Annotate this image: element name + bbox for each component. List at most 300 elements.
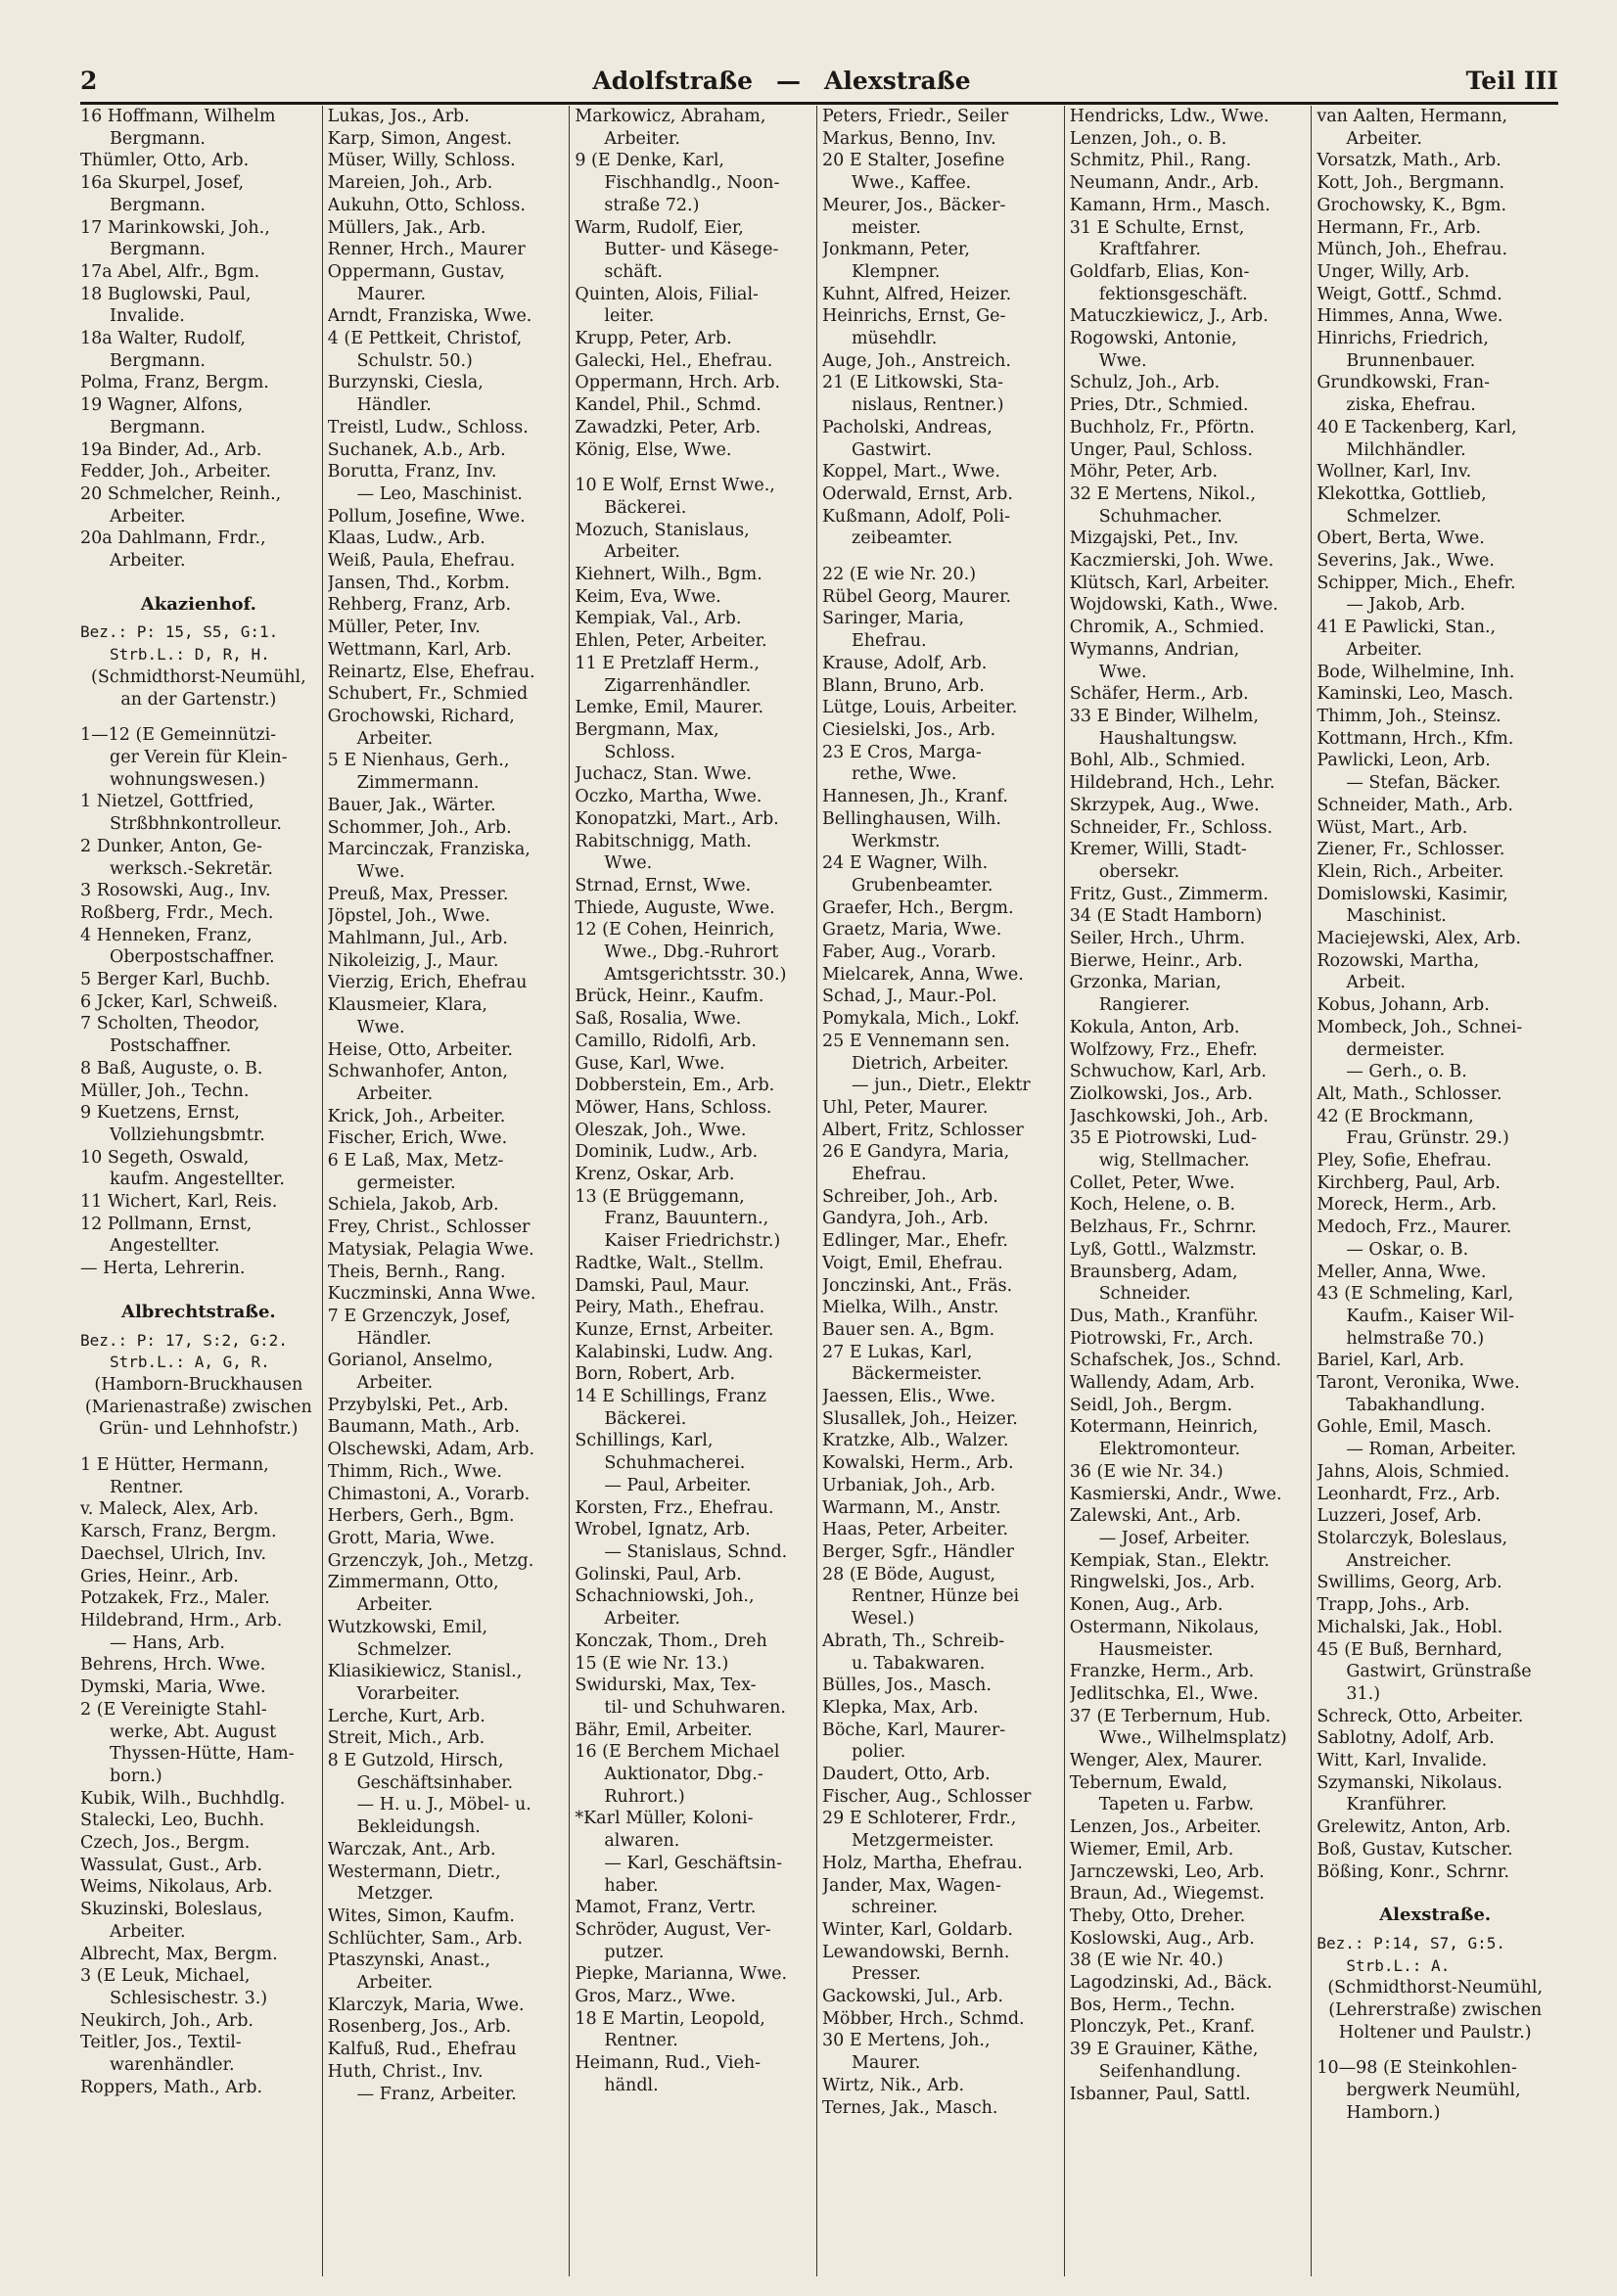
- directory-entry: Rübel Georg, Maurer.: [822, 586, 1012, 607]
- directory-entry: Schneider, Math., Arb.: [1317, 795, 1513, 815]
- directory-entry: König, Else, Wwe.: [575, 439, 732, 460]
- directory-entry: Schäfer, Herm., Arb.: [1069, 684, 1249, 705]
- directory-entry: Schneider.: [1098, 1284, 1191, 1305]
- directory-entry: 45 (E Buß, Bernhard,: [1317, 1639, 1502, 1660]
- directory-entry: Jahns, Alois, Schmied.: [1317, 1461, 1510, 1482]
- directory-entry: Neukirch, Joh., Arb.: [80, 2010, 254, 2031]
- directory-entry: 24 E Wagner, Wilh.: [822, 853, 989, 874]
- directory-entry: — H. u. J., Möbel- u.: [356, 1795, 531, 1815]
- directory-entry: Invalide.: [110, 306, 185, 327]
- directory-entry: Arbeiter.: [356, 1373, 434, 1394]
- directory-entry: Blann, Bruno, Arb.: [822, 675, 985, 696]
- directory-entry: Mareien, Joh., Arb.: [327, 173, 493, 194]
- directory-column: [569, 106, 816, 2276]
- directory-entry: Nikoleizig, J., Maur.: [327, 950, 499, 971]
- directory-entry: 19 Wagner, Alfons,: [80, 395, 244, 416]
- directory-entry: 33 E Binder, Wilhelm,: [1069, 706, 1259, 726]
- directory-entry: Oppermann, Gustav,: [327, 261, 505, 282]
- directory-entry: Koppel, Mart., Wwe.: [822, 462, 1000, 482]
- directory-entry: Klein, Rich., Arbeiter.: [1317, 861, 1504, 882]
- directory-entry: u. Tabakwaren.: [852, 1653, 986, 1674]
- directory-entry: Schipper, Mich., Ehefr.: [1317, 573, 1516, 593]
- directory-entry: — Gerh., o. B.: [1346, 1062, 1467, 1082]
- directory-entry: 7 E Grzenczyk, Josef,: [327, 1306, 511, 1326]
- directory-entry: Jonkmann, Peter,: [822, 240, 970, 260]
- directory-entry: Urbaniak, Joh., Arb.: [822, 1475, 996, 1495]
- directory-entry: haber.: [604, 1875, 659, 1896]
- directory-entry: helmstraße 70.): [1346, 1328, 1485, 1349]
- directory-entry: Warczak, Ant., Arb.: [327, 1839, 496, 1860]
- directory-entry: Bergmann.: [110, 128, 206, 149]
- directory-entry: bergwerk Neumühl,: [1346, 2081, 1521, 2101]
- directory-entry: Huth, Christ., Inv.: [327, 2061, 484, 2082]
- directory-entry: Jaessen, Elis., Wwe.: [822, 1387, 996, 1407]
- directory-entry: Händler.: [356, 395, 432, 416]
- directory-entry: Bos, Herm., Techn.: [1069, 1995, 1236, 2015]
- directory-entry: Piepke, Marianna, Wwe.: [575, 1964, 788, 1985]
- directory-entry: Grundkowski, Fran-: [1317, 373, 1490, 393]
- directory-entry: 3 Rosowski, Aug., Inv.: [80, 881, 271, 901]
- directory-entry: born.): [110, 1766, 162, 1786]
- directory-entry: 15 (E wie Nr. 13.): [575, 1653, 729, 1674]
- directory-entry: Czech, Jos., Bergm.: [80, 1833, 251, 1854]
- directory-entry: 27 E Lukas, Karl,: [822, 1342, 973, 1362]
- directory-entry: ger Verein für Klein-: [110, 747, 288, 767]
- directory-entry: Klempner.: [852, 261, 941, 282]
- directory-entry: 2 (E Vereinigte Stahl-: [80, 1699, 267, 1720]
- directory-entry: Haushaltungsw.: [1098, 728, 1238, 749]
- directory-entry: Chimastoni, A., Vorarb.: [327, 1484, 531, 1504]
- directory-entry: Wrobel, Ignatz, Arb.: [575, 1520, 751, 1540]
- directory-entry: Wollner, Karl, Inv.: [1317, 462, 1472, 482]
- directory-entry: Rogowski, Antonie,: [1069, 329, 1237, 349]
- directory-column: [1064, 106, 1312, 2276]
- directory-entry: 16 (E Berchem Michael: [575, 1742, 780, 1763]
- directory-entry: Peiry, Math., Ehefrau.: [575, 1298, 765, 1318]
- directory-entry: Vorsatzk, Math., Arb.: [1317, 151, 1502, 171]
- directory-entry: Belzhaus, Fr., Schrnr.: [1069, 1217, 1257, 1238]
- directory-entry: Arbeiter.: [110, 551, 186, 572]
- directory-entry: Seiler, Hrch., Uhrm.: [1069, 929, 1246, 949]
- directory-entry: Kobus, Johann, Arb.: [1317, 995, 1490, 1016]
- directory-entry: Moreck, Herm., Arb.: [1317, 1195, 1498, 1216]
- directory-entry: Wwe., Wilhelmsplatz): [1098, 1728, 1287, 1749]
- directory-entry: Voigt, Emil, Ehefrau.: [822, 1253, 1003, 1273]
- directory-entry: 6 E Laß, Max, Metz-: [327, 1151, 504, 1171]
- directory-entry: Warm, Rudolf, Eier,: [575, 217, 744, 238]
- directory-entry: straße 72.): [604, 195, 700, 215]
- directory-entry: Keim, Eva, Wwe.: [575, 586, 721, 607]
- directory-entry: Westermann, Dietr.,: [327, 1861, 501, 1882]
- directory-entry: 14 E Schillings, Franz: [575, 1387, 766, 1407]
- directory-entry: wohnungswesen.): [110, 769, 266, 790]
- spacer: [1317, 1883, 1553, 1897]
- directory-entry: 18 E Martin, Leopold,: [575, 2008, 765, 2029]
- directory-entry: Gandyra, Joh., Arb.: [822, 1209, 989, 1229]
- directory-entry: Bähr, Emil, Arbeiter.: [575, 1720, 753, 1740]
- directory-entry: 20 Schmelcher, Reinh.,: [80, 483, 282, 504]
- directory-column: [80, 106, 322, 2276]
- directory-entry: schreiner.: [852, 1898, 939, 1918]
- directory-entry: Himmes, Anna, Wwe.: [1317, 306, 1503, 327]
- directory-entry: Daudert, Otto, Arb.: [822, 1765, 991, 1785]
- directory-entry: Lagodzinski, Ad., Bäck.: [1069, 1973, 1272, 1994]
- directory-entry: Wassulat, Gust., Arb.: [80, 1855, 263, 1875]
- directory-entry: Albert, Fritz, Schlosser: [822, 1120, 1024, 1140]
- directory-entry: — Jakob, Arb.: [1346, 595, 1466, 616]
- directory-entry: Arbeiter.: [604, 542, 680, 563]
- directory-entry: Rentner.: [604, 2031, 678, 2051]
- directory-entry: Saß, Rosalia, Wwe.: [575, 1009, 742, 1030]
- directory-entry: *Karl Müller, Koloni-: [575, 1809, 754, 1829]
- directory-entry: Burzynski, Ciesla,: [327, 373, 484, 393]
- street-location: (Schmidthorst-Neumühl,: [1327, 1978, 1544, 1998]
- directory-entry: Przybylski, Pet., Arb.: [327, 1395, 509, 1415]
- directory-entry: 13 (E Brüggemann,: [575, 1186, 745, 1207]
- directory-entry: Gastwirt, Grünstraße: [1346, 1662, 1532, 1682]
- directory-entry: Bergmann.: [110, 240, 206, 260]
- directory-entry: Auktionator, Dbg.-: [604, 1765, 763, 1785]
- directory-entry: Schulz, Joh., Arb.: [1069, 373, 1221, 393]
- directory-entry: Skrzypek, Aug., Wwe.: [1069, 795, 1260, 815]
- directory-entry: Wwe.: [604, 853, 653, 874]
- directory-entry: Collet, Peter, Wwe.: [1069, 1172, 1235, 1193]
- directory-entry: Arbeiter.: [356, 728, 434, 749]
- directory-entry: Arbeit.: [1346, 973, 1407, 993]
- directory-entry: Schwuchow, Karl, Arb.: [1069, 1062, 1267, 1082]
- directory-entry: Wwe.: [1098, 662, 1147, 682]
- directory-entry: Wirtz, Nik., Arb.: [822, 2075, 965, 2095]
- directory-entry: Rozowski, Martha,: [1317, 950, 1480, 971]
- directory-entry: Dymski, Maria, Wwe.: [80, 1677, 266, 1698]
- directory-entry: 3 (E Leuk, Michael,: [80, 1966, 251, 1987]
- directory-entry: Guse, Karl, Wwe.: [575, 1053, 725, 1074]
- directory-entry: 12 Pollmann, Ernst,: [80, 1214, 253, 1234]
- directory-entry: 5 E Nienhaus, Gerh.,: [327, 751, 510, 771]
- directory-entry: Mizgajski, Pet., Inv.: [1069, 528, 1239, 549]
- street-info: Strb.L.: D, R, H.: [110, 645, 270, 665]
- directory-entry: Heise, Otto, Arbeiter.: [327, 1039, 513, 1060]
- directory-entry: Möbber, Hrch., Schmd.: [822, 2008, 1025, 2029]
- directory-entry: Matysiak, Pelagia Wwe.: [327, 1239, 534, 1260]
- header-rule: [80, 102, 1558, 105]
- directory-entry: Schloss.: [604, 742, 676, 762]
- directory-entry: Meller, Anna, Wwe.: [1317, 1262, 1487, 1282]
- directory-entry: polier.: [852, 1742, 906, 1763]
- directory-entry: Seifenhandlung.: [1098, 2061, 1241, 2082]
- directory-entry: Arbeiter.: [356, 1973, 434, 1994]
- directory-entry: Potzakek, Frz., Maler.: [80, 1588, 270, 1609]
- directory-entry: Hannesen, Jh., Kranf.: [822, 787, 1008, 807]
- directory-entry: v. Maleck, Alex, Arb.: [80, 1499, 259, 1520]
- directory-entry: obersekr.: [1098, 861, 1180, 882]
- directory-entry: Kempiak, Val., Arb.: [575, 609, 742, 629]
- directory-entry: Goldfarb, Elias, Kon-: [1069, 261, 1250, 282]
- directory-entry: — Stanislaus, Schnd.: [604, 1542, 788, 1562]
- directory-entry: 43 (E Schmeling, Karl,: [1317, 1284, 1514, 1305]
- directory-entry: Ostermann, Nikolaus,: [1069, 1617, 1260, 1637]
- directory-entry: Klütsch, Karl, Arbeiter.: [1069, 573, 1270, 593]
- directory-entry: van Aalten, Hermann,: [1317, 107, 1508, 126]
- directory-entry: Witt, Karl, Invalide.: [1317, 1751, 1488, 1771]
- directory-entry: Müller, Peter, Inv.: [327, 618, 481, 638]
- directory-entry: Koslowski, Aug., Arb.: [1069, 1928, 1255, 1949]
- directory-entry: Wwe., Dbg.-Ruhrort: [604, 942, 779, 963]
- directory-entry: Bergmann.: [110, 195, 206, 215]
- directory-entry: Oderwald, Ernst, Arb.: [822, 483, 1013, 504]
- directory-entry: Schneider, Fr., Schloss.: [1069, 817, 1273, 838]
- directory-entry: 22 (E wie Nr. 20.): [822, 565, 977, 585]
- directory-entry: Ziolkowski, Jos., Arb.: [1069, 1083, 1253, 1104]
- directory-entry: Kunze, Ernst, Arbeiter.: [575, 1319, 774, 1340]
- directory-entry: Jöpstel, Joh., Wwe.: [327, 906, 490, 927]
- directory-entry: Stolarczyk, Boleslaus,: [1317, 1529, 1508, 1548]
- directory-entry: Swidurski, Max, Tex-: [575, 1676, 757, 1696]
- directory-entry: 20 E Stalter, Josefine: [822, 151, 1005, 171]
- directory-entry: 1—12 (E Gemeinnützi-: [80, 725, 277, 746]
- directory-entry: Auge, Joh., Anstreich.: [822, 350, 1011, 371]
- directory-entry: Krupp, Peter, Arb.: [575, 329, 732, 349]
- spacer: [80, 1280, 317, 1294]
- directory-entry: Reinartz, Else, Ehefrau.: [327, 662, 535, 682]
- directory-entry: Gries, Heinr., Arb.: [80, 1566, 239, 1586]
- directory-entry: Kott, Joh., Bergmann.: [1317, 173, 1505, 194]
- directory-entry: Müser, Willy, Schloss.: [327, 151, 516, 171]
- directory-entry: Ziener, Fr., Schlosser.: [1317, 840, 1505, 860]
- directory-column: [816, 106, 1064, 2276]
- directory-entry: germeister.: [356, 1172, 456, 1193]
- directory-entry: Strnad, Ernst, Wwe.: [575, 875, 752, 895]
- directory-entry: Elektromonteur.: [1098, 1440, 1241, 1460]
- directory-entry: Arbeiter.: [356, 1083, 434, 1104]
- directory-entry: meister.: [852, 217, 921, 238]
- directory-entry: — Franz, Arbeiter.: [356, 2084, 517, 2104]
- directory-entry: 41 E Pawlicki, Stan.,: [1317, 618, 1497, 638]
- directory-entry: Ehefrau.: [852, 1165, 927, 1185]
- directory-entry: — Josef, Arbeiter.: [1098, 1529, 1251, 1548]
- directory-entry: 18 Buglowski, Paul,: [80, 284, 252, 304]
- directory-entry: 16 Hoffmann, Wilhelm: [80, 107, 276, 126]
- directory-entry: Streit, Mich., Arb.: [327, 1728, 485, 1749]
- directory-entry: Camillo, Ridolfi, Arb.: [575, 1031, 757, 1051]
- directory-entry: Maciejewski, Alex, Arb.: [1317, 929, 1521, 949]
- directory-entry: Strßbhnkontrolleur.: [110, 814, 282, 835]
- directory-entry: Graefer, Hch., Bergm.: [822, 897, 1014, 918]
- directory-entry: Brunnenbauer.: [1346, 350, 1476, 371]
- directory-entry: Wolfzowy, Frz., Ehefr.: [1069, 1039, 1258, 1060]
- directory-entry: händl.: [604, 2075, 659, 2095]
- directory-entry: 5 Berger Karl, Buchb.: [80, 970, 271, 990]
- directory-entry: Roppers, Math., Arb.: [80, 2077, 263, 2097]
- directory-entry: Mielcarek, Anna, Wwe.: [822, 964, 1024, 985]
- directory-entry: 39 E Grauiner, Käthe,: [1069, 2040, 1259, 2060]
- spacer: [80, 1441, 317, 1454]
- directory-entry: Kasmierski, Andr., Wwe.: [1069, 1484, 1282, 1504]
- directory-entry: Piotrowski, Fr., Arch.: [1069, 1328, 1254, 1349]
- directory-entry: Dus, Math., Kranführ.: [1069, 1306, 1259, 1326]
- street-location: (Lehrerstraße) zwischen: [1328, 2000, 1543, 2021]
- directory-entry: 10 E Wolf, Ernst Wwe.,: [575, 476, 775, 496]
- directory-entry: Lerche, Kurt, Arb.: [327, 1706, 485, 1726]
- directory-entry: 17a Abel, Alfr., Bgm.: [80, 261, 260, 282]
- directory-entry: Grott, Maria, Wwe.: [327, 1529, 495, 1548]
- street-location: (Schmidthorst-Neumühl,: [91, 666, 306, 687]
- directory-entry: Hendricks, Ldw., Wwe.: [1069, 107, 1270, 126]
- directory-entry: Bößing, Konr., Schrnr.: [1317, 1861, 1509, 1882]
- directory-entry: Krick, Joh., Arbeiter.: [327, 1106, 506, 1126]
- directory-entry: 7 Scholten, Theodor,: [80, 1014, 260, 1034]
- directory-entry: warenhändler.: [110, 2055, 235, 2076]
- directory-entry: Jonczinski, Ant., Fräs.: [822, 1275, 1013, 1296]
- directory-entry: Isbanner, Paul, Sattl.: [1069, 2084, 1251, 2104]
- directory-entry: Hausmeister.: [1098, 1639, 1214, 1660]
- directory-entry: Fischer, Erich, Wwe.: [327, 1128, 508, 1149]
- directory-entry: Gorianol, Anselmo,: [327, 1351, 493, 1371]
- directory-entry: Kalfuß, Rud., Ehefrau: [327, 2040, 517, 2060]
- directory-entry: Graetz, Maria, Wwe.: [822, 920, 1002, 941]
- directory-entry: Korsten, Frz., Ehefrau.: [575, 1497, 774, 1518]
- directory-entry: 18a Walter, Rudolf,: [80, 329, 246, 349]
- directory-entry: Daechsel, Ulrich, Inv.: [80, 1543, 267, 1564]
- directory-entry: schäft.: [604, 261, 663, 282]
- directory-entry: Metzgermeister.: [852, 1831, 994, 1852]
- directory-entry: Karp, Simon, Angest.: [327, 128, 513, 149]
- directory-entry: Bauer sen. A., Bgm.: [822, 1319, 995, 1340]
- directory-entry: 32 E Mertens, Nikol.,: [1069, 483, 1257, 504]
- directory-entry: putzer.: [604, 1942, 665, 1962]
- directory-entry: Bode, Wilhelmine, Inh.: [1317, 662, 1515, 682]
- directory-entry: Anstreicher.: [1346, 1550, 1453, 1571]
- directory-entry: 35 E Piotrowski, Lud-: [1069, 1128, 1257, 1149]
- directory-entry: 40 E Tackenberg, Karl,: [1317, 417, 1517, 437]
- directory-entry: Grzenczyk, Joh., Metzg.: [327, 1550, 534, 1571]
- directory-entry: Karsch, Franz, Bergm.: [80, 1522, 277, 1542]
- directory-entry: Mozuch, Stanislaus,: [575, 520, 750, 540]
- directory-entry: Severins, Jak., Wwe.: [1317, 551, 1495, 572]
- directory-entry: Pley, Sofie, Ehefrau.: [1317, 1151, 1492, 1171]
- street-info: Bez.: P: 17, S:2, G:2.: [80, 1330, 288, 1350]
- directory-entry: Vierzig, Erich, Ehefrau: [327, 973, 528, 993]
- directory-entry: Kranführer.: [1346, 1795, 1448, 1815]
- directory-entry: Lewandowski, Bernh.: [822, 1942, 1010, 1962]
- directory-entry: rethe, Wwe.: [852, 764, 957, 785]
- street-location: an der Gartenstr.): [120, 689, 277, 710]
- directory-entry: Wenger, Alex, Maurer.: [1069, 1751, 1263, 1771]
- street-heading: Albrechtstraße.: [120, 1301, 276, 1322]
- directory-entry: Lukas, Jos., Arb.: [327, 107, 470, 126]
- directory-entry: Kremer, Willi, Stadt-: [1069, 840, 1247, 860]
- directory-entry: Klausmeier, Klara,: [327, 995, 487, 1016]
- directory-entry: Schuhmacherei.: [604, 1453, 746, 1474]
- street-location: Grün- und Lehnhofstr.): [99, 1419, 299, 1440]
- directory-entry: Bäckerei.: [604, 1408, 687, 1429]
- spacer: [80, 711, 317, 724]
- directory-entry: Wallendy, Adam, Arb.: [1069, 1373, 1256, 1394]
- directory-entry: Wesel.): [852, 1609, 915, 1630]
- directory-entry: Theby, Otto, Dreher.: [1069, 1906, 1246, 1926]
- directory-entry: Aukuhn, Otto, Schloss.: [327, 195, 526, 215]
- directory-entry: Seidl, Joh., Bergm.: [1069, 1395, 1233, 1415]
- directory-entry: Jarnczewski, Leo, Arb.: [1069, 1861, 1265, 1882]
- directory-entry: ziska, Ehefrau.: [1346, 395, 1476, 416]
- street-location: (Marienastraße) zwischen: [84, 1397, 312, 1417]
- directory-entry: Bauer, Jak., Wärter.: [327, 795, 496, 815]
- directory-entry: Grelewitz, Anton, Arb.: [1317, 1817, 1511, 1838]
- spacer: [575, 461, 811, 475]
- directory-entry: Schommer, Joh., Arb.: [327, 817, 512, 838]
- directory-entry: 31.): [1346, 1683, 1381, 1704]
- directory-entry: 12 (E Cohen, Heinrich,: [575, 920, 775, 941]
- directory-entry: Kowalski, Herm., Arb.: [822, 1453, 1014, 1474]
- directory-entry: Ehlen, Peter, Arbeiter.: [575, 631, 767, 652]
- directory-entry: — Oskar, o. B.: [1346, 1239, 1469, 1260]
- directory-entry: Schmelzer.: [356, 1639, 452, 1660]
- directory-entry: Schröder, August, Ver-: [575, 1919, 771, 1940]
- directory-entry: Schafschek, Jos., Schnd.: [1069, 1351, 1282, 1371]
- directory-entry: Grochowsky, K., Bgm.: [1317, 195, 1507, 215]
- directory-entry: Tebernum, Ewald,: [1069, 1772, 1228, 1793]
- directory-entry: Konen, Aug., Arb.: [1069, 1595, 1224, 1616]
- page-header: [80, 61, 1558, 100]
- directory-entry: Rehberg, Franz, Arb.: [327, 595, 512, 616]
- directory-entry: 9 (E Denke, Karl,: [575, 151, 724, 171]
- directory-entry: Pawlicki, Leon, Arb.: [1317, 751, 1491, 771]
- directory-entry: 23 E Cros, Marga-: [822, 742, 982, 762]
- street-info: Bez.: P: 15, S5, G:1.: [80, 622, 279, 642]
- directory-entry: Lütge, Louis, Arbeiter.: [822, 698, 1018, 718]
- directory-entry: Bierwe, Heinr., Arb.: [1069, 950, 1243, 971]
- directory-entry: Szymanski, Nikolaus.: [1317, 1772, 1502, 1793]
- directory-entry: Skuzinski, Boleslaus,: [80, 1900, 263, 1920]
- directory-entry: Ruhrort.): [604, 1786, 685, 1807]
- directory-entry: Ciesielski, Jos., Arb.: [822, 719, 996, 740]
- directory-entry: Pries, Dtr., Schmied.: [1069, 395, 1249, 416]
- directory-entry: Heimann, Rud., Vieh-: [575, 2053, 762, 2074]
- directory-entry: Lyß, Gottl., Walzmstr.: [1069, 1239, 1257, 1260]
- directory-entry: 10—98 (E Steinkohlen-: [1317, 2058, 1517, 2079]
- directory-entry: Renner, Hrch., Maurer: [327, 240, 526, 260]
- directory-entry: 26 E Gandyra, Maria,: [822, 1142, 1010, 1163]
- directory-entry: Radtke, Walt., Stellm.: [575, 1253, 764, 1273]
- directory-entry: Kraftfahrer.: [1098, 240, 1201, 260]
- street-heading: Alexstraße.: [1379, 1905, 1492, 1926]
- directory-entry: Kamann, Hrm., Masch.: [1069, 195, 1270, 215]
- directory-entry: Schiela, Jakob, Arb.: [327, 1195, 499, 1216]
- directory-entry: Böche, Karl, Maurer-: [822, 1720, 1006, 1740]
- directory-entry: Arbeiter.: [604, 1609, 680, 1630]
- directory-entry: Lenzen, Joh., o. B.: [1069, 128, 1227, 149]
- street-start: Adolfstraße: [592, 66, 754, 95]
- directory-entry: Fedder, Joh., Arbeiter.: [80, 462, 271, 482]
- directory-entry: Schwanhofer, Anton,: [327, 1062, 508, 1082]
- directory-entry: Slusallek, Joh., Heizer.: [822, 1408, 1018, 1429]
- directory-entry: 42 (E Brockmann,: [1317, 1106, 1474, 1126]
- directory-entry: Jaschkowski, Joh., Arb.: [1069, 1106, 1269, 1126]
- directory-entry: Butter- und Käsege-: [604, 240, 779, 260]
- directory-entry: Ternes, Jak., Masch.: [822, 2097, 998, 2118]
- directory-entry: Albrecht, Max, Bergm.: [80, 1944, 278, 1964]
- directory-entry: Krause, Adolf, Arb.: [822, 653, 988, 673]
- spacer: [822, 550, 1059, 564]
- directory-entry: Lemke, Emil, Maurer.: [575, 698, 764, 718]
- directory-entry: Michalski, Jak., Hobl.: [1317, 1617, 1503, 1637]
- directory-entry: Mombeck, Joh., Schnei-: [1317, 1017, 1523, 1037]
- directory-entry: Suchanek, A.b., Arb.: [327, 439, 506, 460]
- directory-entry: Treistl, Ludw., Schloss.: [327, 417, 529, 437]
- directory-entry: 36 (E wie Nr. 34.): [1069, 1461, 1224, 1482]
- directory-entry: werke, Abt. August: [110, 1722, 277, 1742]
- directory-entry: Heinrichs, Ernst, Ge-: [822, 306, 1006, 327]
